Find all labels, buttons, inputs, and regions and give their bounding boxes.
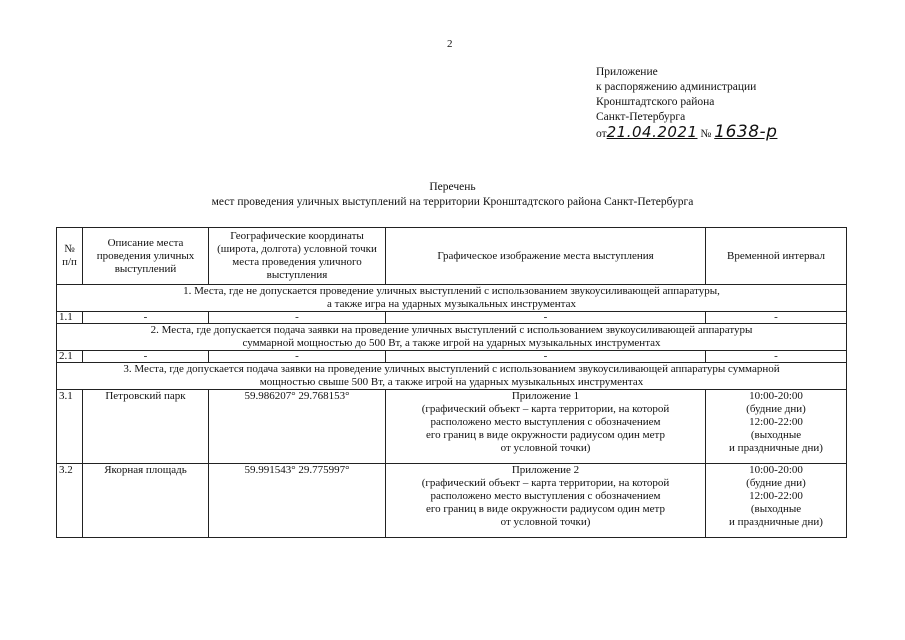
graphic-line: (графический объект – карта территории, на которой	[421, 477, 670, 489]
appendix-line2: к распоряжению администрации	[596, 81, 757, 93]
row-graphic: -	[386, 351, 706, 363]
row-coords: 59.986207° 29.768153°	[209, 390, 386, 464]
time-line: 12:00-22:00	[749, 416, 803, 428]
section2-line2: суммарной мощностью до 500 Вт, а также игрой на ударных музыкальных инструментах	[242, 337, 661, 349]
number-prefix: №	[700, 128, 712, 140]
handwritten-date: 21.04.2021	[606, 123, 698, 141]
handwritten-number: 1638-р	[714, 122, 778, 142]
section-row-2	[57, 324, 847, 351]
section1-line2: а также игра на ударных музыкальных инструментах	[327, 298, 576, 310]
row-desc: -	[83, 351, 209, 363]
table-row	[57, 351, 847, 363]
table-row	[57, 390, 847, 464]
graphic-line: Приложение 1	[511, 390, 580, 402]
time-line: (будние дни)	[746, 477, 806, 489]
row-num: 1.1	[57, 312, 83, 324]
section3-line2: мощностью свыше 500 Вт, а также игрой на ударных музыкальных инструментах	[259, 376, 644, 388]
document-title	[0, 180, 905, 210]
time-line: и праздничные дни)	[729, 442, 823, 454]
row-coords: -	[209, 312, 386, 324]
row-num: 2.1	[57, 351, 83, 363]
row-graphic: -	[386, 312, 706, 324]
row-time: -	[706, 312, 847, 324]
graphic-line: его границ в виде окружности радиусом один метр	[426, 429, 665, 441]
section-row-1	[57, 285, 847, 312]
graphic-line: его границ в виде окружности радиусом один метр	[426, 503, 665, 515]
places-table	[56, 227, 847, 538]
section1-line1: 1. Места, где не допускается проведение уличных выступлений с использованием звукоусиливающей аппаратуры,	[183, 285, 720, 297]
time-line: (будние дни)	[746, 403, 806, 415]
appendix-header	[596, 65, 777, 142]
graphic-line: расположено место выступления с обозначением	[430, 490, 661, 502]
row-coords: -	[209, 351, 386, 363]
header-graphic: Графическое изображение места выступления	[386, 228, 706, 285]
header-desc: Описание места проведения уличных выступлений	[83, 228, 209, 285]
row-time	[706, 390, 847, 464]
time-line: и праздничные дни)	[729, 516, 823, 528]
row-desc: Якорная площадь	[83, 464, 209, 538]
appendix-line4: Санкт-Петербурга	[596, 111, 686, 123]
table-row	[57, 464, 847, 538]
header-num: № п/п	[57, 228, 83, 285]
table-row	[57, 312, 847, 324]
section3-line1: 3. Места, где допускается подача заявки на проведение уличных выступлений с использованием звукоусиливающей аппаратуры суммарной	[123, 363, 780, 375]
appendix-line3: Кронштадтского района	[596, 96, 715, 108]
row-graphic	[386, 464, 706, 538]
row-graphic	[386, 390, 706, 464]
row-num: 3.2	[57, 464, 83, 538]
time-line: 10:00-20:00	[749, 390, 803, 402]
time-line: (выходные	[750, 503, 802, 515]
section2-line1: 2. Места, где допускается подача заявки на проведение уличных выступлений с использованием звукоусиливающей аппаратуры	[150, 324, 753, 336]
row-desc: Петровский парк	[83, 390, 209, 464]
graphic-line: (графический объект – карта территории, на которой	[421, 403, 670, 415]
row-coords: 59.991543° 29.775997°	[209, 464, 386, 538]
time-line: 12:00-22:00	[749, 490, 803, 502]
graphic-line: от условной точки)	[500, 442, 591, 454]
title-line2: мест проведения уличных выступлений на территории Кронштадтского района Санкт-Петербурга	[211, 196, 694, 208]
graphic-line: расположено место выступления с обозначением	[430, 416, 661, 428]
row-time	[706, 464, 847, 538]
table-header-row	[57, 228, 847, 285]
time-line: 10:00-20:00	[749, 464, 803, 476]
row-num: 3.1	[57, 390, 83, 464]
row-desc: -	[83, 312, 209, 324]
header-coords: Географические координаты (широта, долгота) условной точки места проведения уличного выступления	[209, 228, 386, 285]
row-time: -	[706, 351, 847, 363]
graphic-line: от условной точки)	[500, 516, 591, 528]
page-number: 2	[447, 38, 453, 50]
title-line1: Перечень	[429, 181, 476, 193]
appendix-line1: Приложение	[596, 66, 658, 78]
graphic-line: Приложение 2	[511, 464, 580, 476]
header-time: Временной интервал	[706, 228, 847, 285]
section-row-3	[57, 363, 847, 390]
date-prefix: от	[596, 128, 607, 140]
appendix-date-line	[596, 122, 778, 142]
time-line: (выходные	[750, 429, 802, 441]
